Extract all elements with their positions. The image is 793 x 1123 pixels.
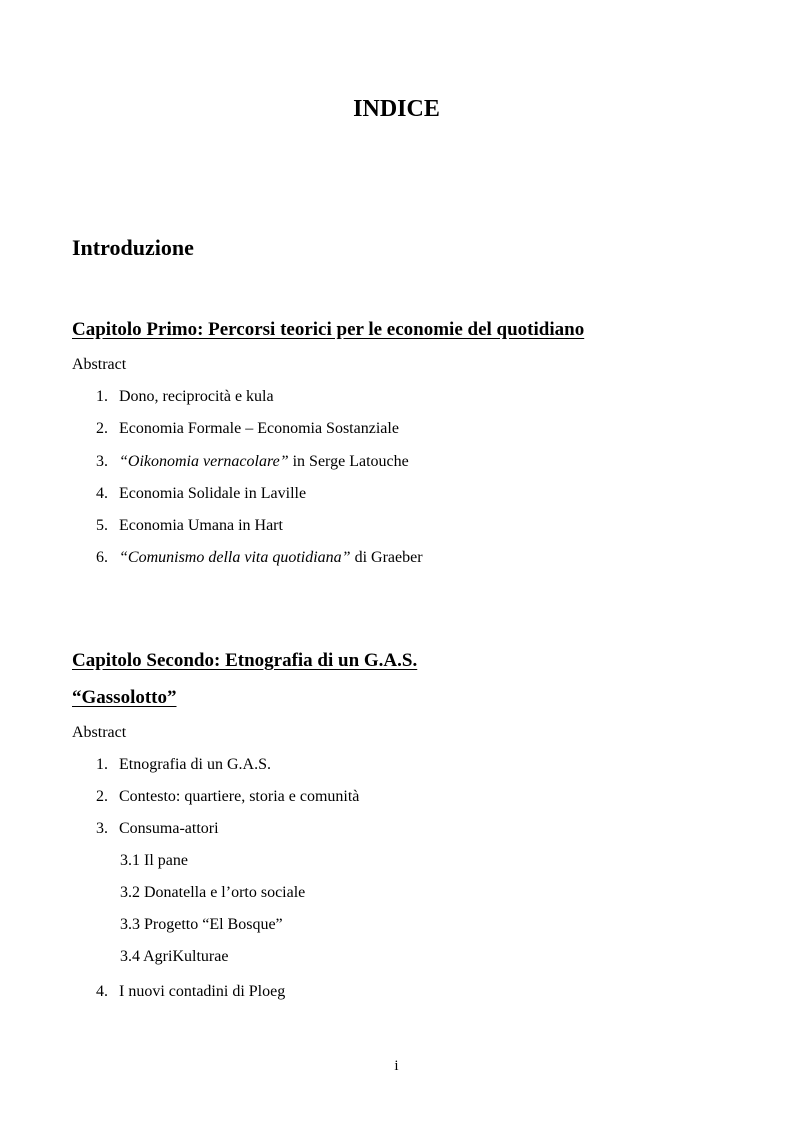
toc-item-number: 3. — [96, 820, 108, 837]
chapter2-heading: Capitolo Secondo: Etnografia di un G.A.S. — [72, 650, 418, 671]
toc-subitem: 3.2 Donatella e l’orto sociale — [120, 884, 306, 901]
toc-item — [96, 788, 359, 806]
toc-item-number: 5. — [96, 517, 108, 534]
toc-item — [96, 756, 271, 774]
toc-item-text: Economia Formale – Economia Sostanziale — [119, 420, 399, 437]
toc-item — [96, 453, 409, 471]
toc-item — [96, 485, 306, 503]
chapter2-heading-subtitle: “Gassolotto” — [72, 687, 177, 708]
introduction-heading: Introduzione — [72, 235, 194, 260]
toc-item-text: Contesto: quartiere, storia e comunità — [119, 788, 360, 805]
toc-item-italic-text: “Oikonomia vernacolare” — [119, 453, 289, 470]
toc-item-text: di Graeber — [350, 549, 423, 566]
toc-subitem: 3.1 Il pane — [120, 852, 188, 869]
toc-item-text: Etnografia di un G.A.S. — [119, 756, 271, 773]
toc-item-text: Economia Umana in Hart — [119, 517, 283, 534]
page-number: i — [394, 1058, 399, 1074]
toc-item-number: 4. — [96, 485, 108, 502]
toc-item — [96, 549, 423, 567]
chapter1-heading: Capitolo Primo: Percorsi teorici per le economie del quotidiano — [72, 319, 585, 340]
chapter1-abstract: Abstract — [72, 356, 127, 373]
toc-subitem: 3.3 Progetto “El Bosque” — [120, 916, 283, 933]
toc-item-text: I nuovi contadini di Ploeg — [119, 983, 286, 1000]
toc-item-text: Consuma-attori — [119, 820, 219, 837]
toc-subitem: 3.4 AgriKulturae — [120, 948, 229, 965]
toc-item-text: Economia Solidale in Laville — [119, 485, 307, 502]
toc-item-number: 2. — [96, 788, 108, 805]
toc-item — [96, 388, 274, 406]
toc-item-number: 6. — [96, 549, 108, 566]
page-title: INDICE — [353, 96, 440, 122]
toc-item-italic-text: “Comunismo della vita quotidiana” — [119, 549, 351, 566]
toc-item — [96, 983, 285, 1001]
toc-item-number: 1. — [96, 388, 108, 405]
toc-item-text: Dono, reciprocità e kula — [119, 388, 274, 405]
toc-item-number: 3. — [96, 453, 108, 470]
chapter2-abstract: Abstract — [72, 724, 127, 741]
toc-item — [96, 820, 219, 838]
toc-item-number: 4. — [96, 983, 108, 1000]
toc-item-number: 1. — [96, 756, 108, 773]
toc-item — [96, 420, 399, 438]
toc-item — [96, 517, 283, 535]
toc-item-text: in Serge Latouche — [288, 453, 409, 470]
toc-item-number: 2. — [96, 420, 108, 437]
